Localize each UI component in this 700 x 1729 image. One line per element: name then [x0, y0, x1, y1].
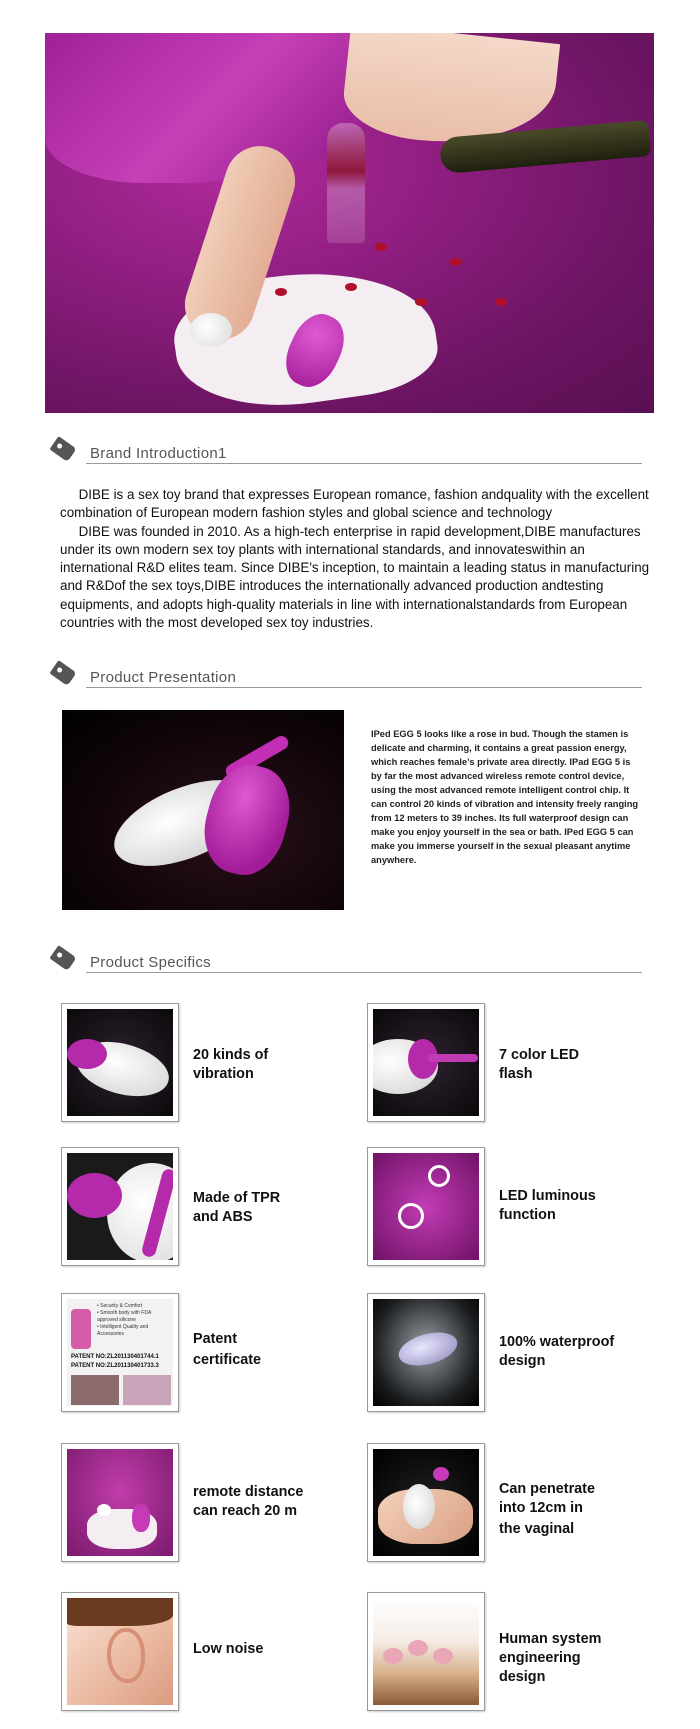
spec-image-frame	[61, 1443, 179, 1562]
spec-label: Human system engineering design	[499, 1631, 602, 1685]
spec-image	[373, 1449, 479, 1556]
spec-image	[373, 1009, 479, 1116]
spec-image	[373, 1598, 479, 1705]
hero-glass	[327, 123, 365, 243]
spec-image-frame	[61, 1592, 179, 1711]
spec-image-frame	[61, 1003, 179, 1122]
spec-image-frame	[367, 1003, 485, 1122]
section-title: Product Specifics	[90, 954, 211, 971]
brand-section-header	[52, 441, 642, 467]
hero-image	[45, 33, 654, 413]
spec-label: remote distance can reach 20 m	[193, 1484, 304, 1519]
hero-dress	[45, 33, 375, 183]
spec-image	[67, 1153, 173, 1260]
spec-image-frame	[367, 1443, 485, 1562]
brand-introduction-text	[60, 486, 650, 632]
hero-petal	[450, 258, 462, 266]
hero-petal	[345, 283, 357, 291]
spec-image: • Security & Comfort • Smooth body with FDA approved silicone • Intelligent Quality and Accessories PATENT NO:ZL201130401744.1 PATENT NO:ZL201130401733.3	[67, 1299, 173, 1406]
spec-label: 20 kinds of vibration	[193, 1047, 269, 1082]
section-title: Product Presentation	[90, 669, 237, 686]
divider	[86, 972, 642, 973]
spec-label: Can penetrate into 12cm in the vaginal	[499, 1481, 595, 1537]
tag-icon	[49, 436, 76, 462]
spec-image	[67, 1449, 173, 1556]
specifics-section-header	[52, 950, 642, 976]
spec-image-frame	[367, 1592, 485, 1711]
hero-petal	[495, 298, 507, 306]
hero-petal	[415, 298, 427, 306]
spec-image-frame	[61, 1147, 179, 1266]
presentation-section-header	[52, 665, 642, 691]
product-presentation-image	[62, 710, 344, 910]
spec-label: LED luminous function	[499, 1188, 596, 1223]
divider	[86, 463, 642, 464]
hero-petal	[275, 288, 287, 296]
spec-image-frame	[367, 1147, 485, 1266]
spec-label: 100% waterproof design	[499, 1334, 615, 1369]
hero-petal	[375, 243, 387, 251]
tag-icon	[49, 660, 76, 686]
spec-image	[67, 1009, 173, 1116]
spec-image	[373, 1153, 479, 1260]
spec-image	[67, 1598, 173, 1705]
spec-label: 7 color LED flash	[499, 1047, 579, 1082]
section-title: Brand Introduction1	[90, 445, 227, 462]
spec-image-frame	[367, 1293, 485, 1412]
brand-paragraph-1: DIBE is a sex toy brand that expresses European romance, fashion andquality with the excellent combination of European modern fashion styles and global science and technology	[60, 487, 649, 521]
remote-control	[194, 757, 300, 884]
spec-label: Made of TPR and ABS	[193, 1190, 281, 1225]
divider	[86, 687, 642, 688]
spec-image	[373, 1299, 479, 1406]
spec-label: Low noise	[193, 1641, 264, 1657]
spec-label: Patent certificate	[193, 1331, 261, 1368]
hero-egg	[190, 313, 232, 347]
presentation-description: IPed EGG 5 looks like a rose in bud. Though the stamen is delicate and charming, it contains a great passion energy, which reaches female’s private area directly. IPad EGG 5 is by far the most advanced wireless remote control device, using the most advanced remote intelligent control chip. It can control 20 kinds of vibration and intensity freely ranging from 12 meters to 39 inches. Its full waterproof design can make you enjoy yourself in the sea or bath. IPed EGG 5 can make you immerse yourself in the sexual pleasant anytime anywhere.	[371, 729, 639, 865]
tag-icon	[49, 945, 76, 971]
spec-image-frame	[61, 1293, 179, 1412]
brand-paragraph-2: DIBE was founded in 2010. As a high-tech enterprise in rapid development,DIBE manufactures under its own modern sex toy plants with international standards, and innovateswithin an international R&D elites team. Since DIBE's inception, to maintain a leading status in manufacturing and R&Dof the sex toys,DIBE introduces the internationally advanced production andtesting equipments, and adopts high-quality materials in line with internationalstandards from European countries with the most developed sex toy industries.	[60, 523, 650, 631]
